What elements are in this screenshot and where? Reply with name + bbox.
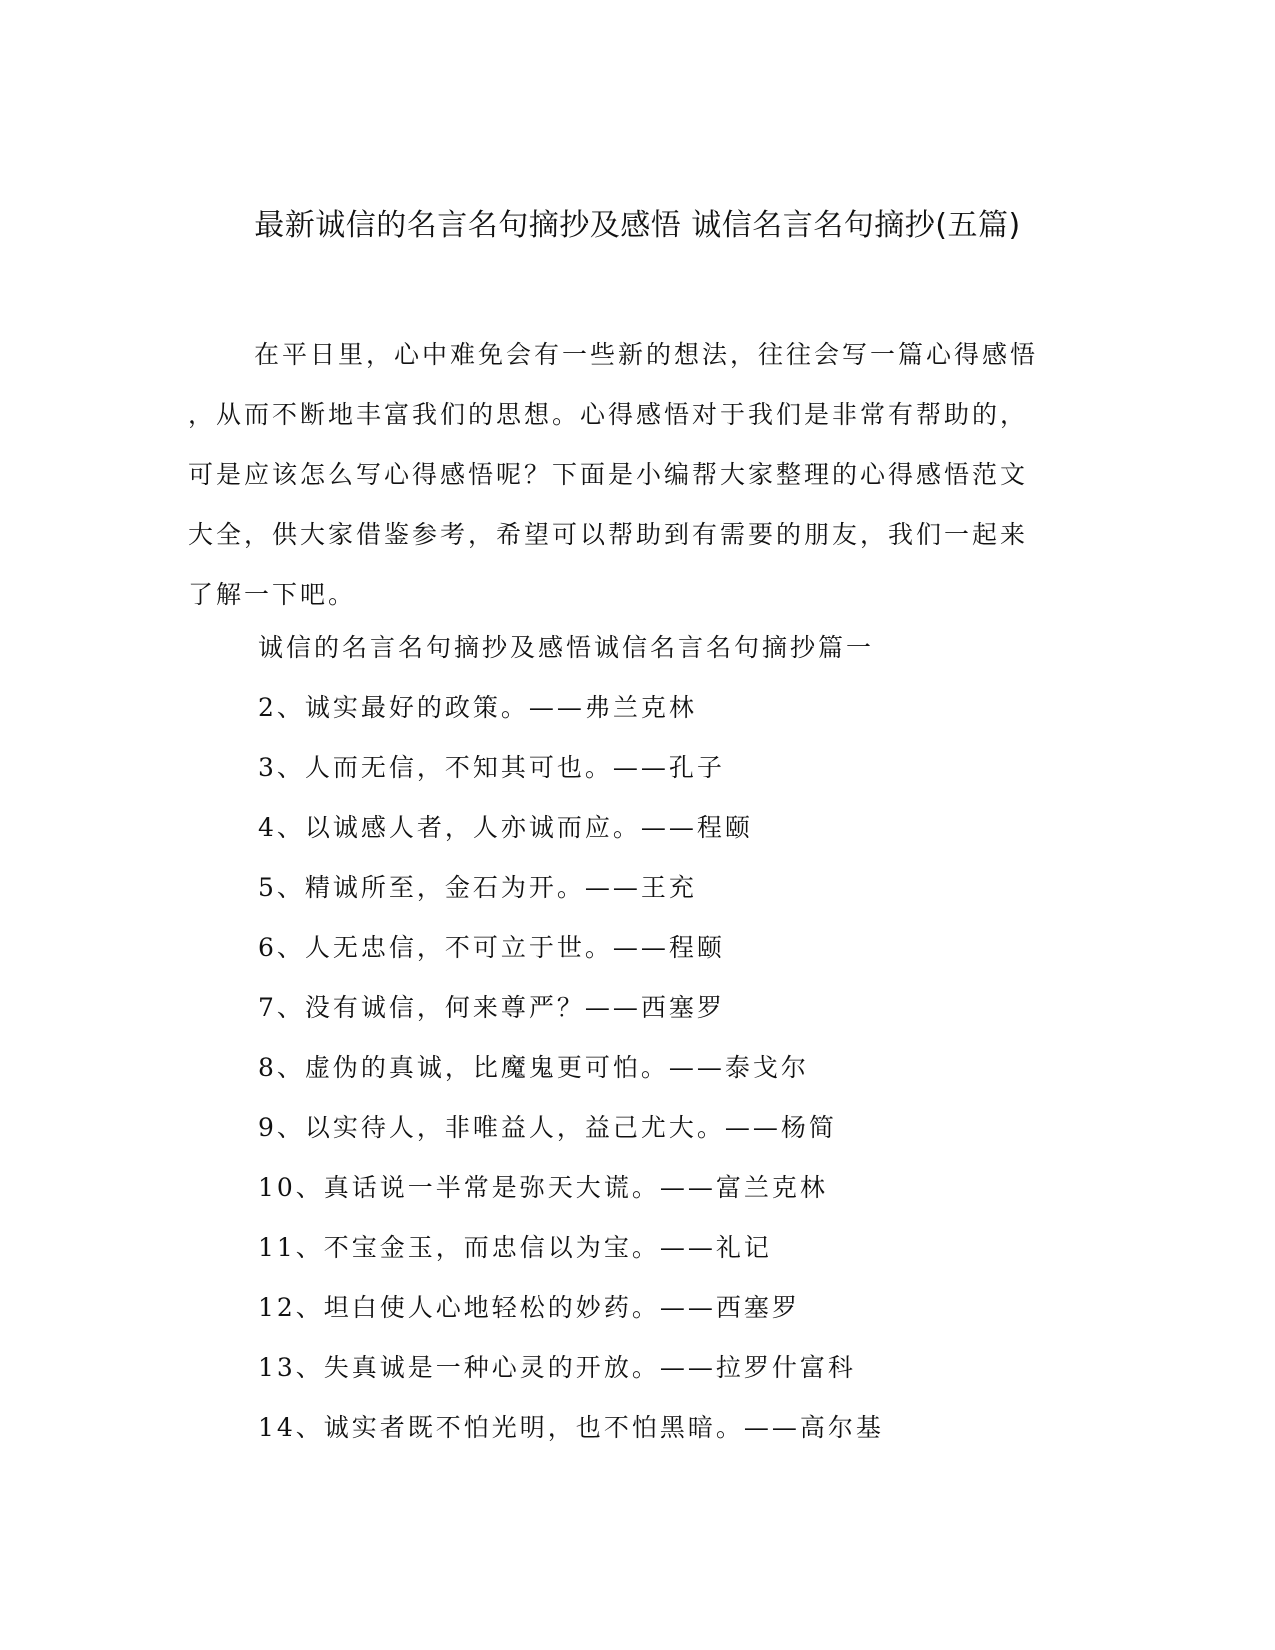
intro-line: 可是应该怎么写心得感悟呢？下面是小编帮大家整理的心得感悟范文 <box>188 460 1029 489</box>
quote-item: 8、虚伪的真诚，比魔鬼更可怕。——泰戈尔 <box>258 1053 809 1082</box>
intro-line: ，从而不断地丰富我们的思想。心得感悟对于我们是非常有帮助的， <box>188 400 1029 429</box>
intro-paragraph <box>188 325 1078 625</box>
quote-item: 14、诚实者既不怕光明，也不怕黑暗。——高尔基 <box>258 1413 884 1442</box>
quote-list <box>258 618 1118 1458</box>
quote-item: 4、以诚感人者，人亦诚而应。——程颐 <box>258 813 753 842</box>
quote-item: 3、人而无信，不知其可也。——孔子 <box>258 753 725 782</box>
document-title: 最新诚信的名言名句摘抄及感悟 诚信名言名句摘抄(五篇) <box>254 208 1021 243</box>
intro-line: 在平日里，心中难免会有一些新的想法，往往会写一篇心得感悟 <box>254 340 1039 369</box>
quote-item: 7、没有诚信，何来尊严？——西塞罗 <box>258 993 725 1022</box>
section-heading: 诚信的名言名句摘抄及感悟诚信名言名句摘抄篇一 <box>258 633 875 662</box>
quote-item: 11、不宝金玉，而忠信以为宝。——礼记 <box>258 1233 772 1262</box>
quote-item: 2、诚实最好的政策。——弗兰克林 <box>258 693 697 722</box>
quote-item: 10、真话说一半常是弥天大谎。——富兰克林 <box>258 1173 828 1202</box>
quote-item: 6、人无忠信，不可立于世。——程颐 <box>258 933 725 962</box>
quote-item: 12、坦白使人心地轻松的妙药。——西塞罗 <box>258 1293 800 1322</box>
intro-line: 了解一下吧。 <box>188 580 357 609</box>
quote-item: 9、以实待人，非唯益人，益己尤大。——杨简 <box>258 1113 837 1142</box>
quote-item: 5、精诚所至，金石为开。——王充 <box>258 873 697 902</box>
intro-line: 大全，供大家借鉴参考，希望可以帮助到有需要的朋友，我们一起来 <box>188 520 1029 549</box>
quote-item: 13、失真诚是一种心灵的开放。——拉罗什富科 <box>258 1353 856 1382</box>
